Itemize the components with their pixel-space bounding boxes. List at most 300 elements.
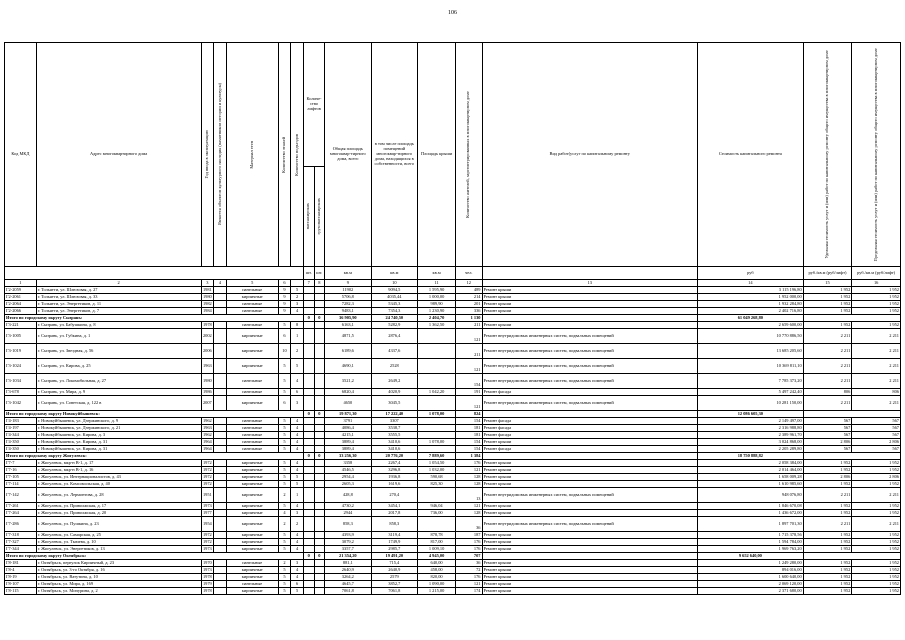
table-cell: 4 bbox=[291, 308, 304, 315]
table-cell: 5 bbox=[278, 532, 291, 539]
table-cell: 4020,9 bbox=[371, 389, 417, 396]
table-cell: 3521,2 bbox=[325, 374, 371, 389]
table-cell: 6 bbox=[291, 389, 304, 396]
table-cell: Ремонт фасада bbox=[482, 446, 698, 453]
table-cell: 2605,3 bbox=[325, 481, 371, 488]
table-cell bbox=[314, 432, 325, 439]
table-cell: Ремонт крыши bbox=[482, 308, 698, 315]
table-cell: 4730,2 bbox=[325, 503, 371, 510]
table-cell: 1 952 000,00 bbox=[698, 294, 804, 301]
table-row bbox=[5, 329, 901, 344]
subtotal-cell: Итого по городскому округу Октябрьск: bbox=[5, 553, 304, 560]
table-cell: 567 bbox=[852, 418, 901, 425]
table-cell: 3 bbox=[291, 396, 304, 411]
table-cell: 4086,4 bbox=[325, 425, 371, 432]
table-cell: г. Новокуйбышевск, ул. Кирова, д. 31 bbox=[36, 439, 201, 446]
table-cell: 2 806 bbox=[803, 474, 852, 481]
table-cell: кирпичные bbox=[226, 344, 278, 359]
table-cell: 5 bbox=[278, 322, 291, 329]
table-cell bbox=[314, 588, 325, 595]
table-cell bbox=[314, 374, 325, 389]
table-cell: 2640,9 bbox=[325, 567, 371, 574]
table-cell: панельные bbox=[226, 560, 278, 567]
table-cell: 4215,1 bbox=[325, 432, 371, 439]
table-cell: 2579 bbox=[371, 574, 417, 581]
table-cell: кирпичные bbox=[226, 481, 278, 488]
table-cell bbox=[214, 574, 227, 581]
table-cell bbox=[303, 322, 314, 329]
table-cell bbox=[314, 581, 325, 588]
table-cell: 894 016,00 bbox=[698, 567, 804, 574]
col-number: 3 bbox=[201, 280, 214, 287]
table-cell: 1 932 284,80 bbox=[698, 301, 804, 308]
table-cell: Ремонт крыши bbox=[482, 539, 698, 546]
table-cell: 736,00 bbox=[418, 510, 456, 517]
table-cell: Ремонт крыши bbox=[482, 574, 698, 581]
table-cell: 4 bbox=[291, 439, 304, 446]
table-cell: 1 969 763,20 bbox=[698, 546, 804, 553]
table-cell: кирпичные bbox=[226, 460, 278, 467]
subtotal-cell: 19 491,20 bbox=[371, 553, 417, 560]
table-cell: 154 bbox=[456, 446, 482, 453]
subtotal-cell: 707 bbox=[456, 553, 482, 560]
table-cell: 1 952 bbox=[803, 567, 852, 574]
table-cell: 5 bbox=[278, 503, 291, 510]
subtotal-cell: 0 bbox=[303, 453, 314, 460]
table-cell bbox=[303, 567, 314, 574]
table-cell: Ремонт внутридомовых инженерных систем, подвальных помещений bbox=[482, 396, 698, 411]
table-cell: 1 952 bbox=[852, 322, 901, 329]
col-number: 9 bbox=[325, 280, 371, 287]
table-cell: 2 806 bbox=[803, 439, 852, 446]
table-cell: Ремонт внутридомовых инженерных систем, подвальных помещений bbox=[482, 344, 698, 359]
table-cell: 2 211 bbox=[852, 329, 901, 344]
table-cell: 1 230,90 bbox=[418, 308, 456, 315]
table-cell: 1 846 670,08 bbox=[698, 503, 804, 510]
table-cell: г. Октябрьск, ул. Мичурина, д. 2 bbox=[36, 588, 201, 595]
table-cell: 211 bbox=[456, 322, 482, 329]
capital-repair-table bbox=[4, 42, 901, 595]
table-cell: Г7-16 bbox=[5, 467, 37, 474]
table-cell: Г8-115 bbox=[5, 588, 37, 595]
table-cell: г. Жигулевск, ул. Ткачева, д. 10 bbox=[36, 539, 201, 546]
table-cell: кирпичные bbox=[226, 503, 278, 510]
table-cell: 1 952 bbox=[852, 301, 901, 308]
table-cell bbox=[303, 359, 314, 374]
table-cell: 1984 bbox=[202, 307, 212, 313]
table-cell bbox=[214, 301, 227, 308]
table-cell: 3045,5 bbox=[371, 396, 417, 411]
table-cell: 1 078,00 bbox=[418, 439, 456, 446]
table-cell bbox=[303, 532, 314, 539]
table-cell: 4 bbox=[291, 503, 304, 510]
table-cell: 640,00 bbox=[418, 560, 456, 567]
table-cell: 3264,2 bbox=[325, 574, 371, 581]
table-cell: 1972 bbox=[202, 466, 212, 472]
table-cell: 10 281 150,00 bbox=[698, 396, 804, 411]
table-cell: Ремонт внутридомовых инженерных систем, подвальных помещений bbox=[482, 488, 698, 503]
table-cell bbox=[314, 439, 325, 446]
table-cell bbox=[214, 488, 227, 503]
table-cell: 1 595,90 bbox=[418, 287, 456, 294]
table-cell: Г7-318 bbox=[5, 532, 37, 539]
subtotal-cell: Итого по городскому округу Жигулевск: bbox=[5, 453, 304, 460]
table-cell: 2 211 bbox=[803, 329, 852, 344]
subtotal-cell: 0 bbox=[314, 315, 325, 322]
table-cell bbox=[214, 446, 227, 453]
table-cell: 1 215,00 bbox=[418, 588, 456, 595]
table-cell: 428,8 bbox=[325, 488, 371, 503]
table-cell: 2 371 680,00 bbox=[698, 588, 804, 595]
subtotal-cell: 20 776,20 bbox=[371, 453, 417, 460]
table-cell: Ремонт крыши bbox=[482, 503, 698, 510]
table-cell: 9 bbox=[278, 308, 291, 315]
table-cell: 1962 bbox=[202, 431, 212, 437]
table-cell: Ремонт крыши bbox=[482, 581, 698, 588]
table-cell: 2 659 600,00 bbox=[698, 322, 804, 329]
table-cell bbox=[314, 446, 325, 453]
table-cell: Г3-1042 bbox=[5, 396, 37, 411]
unit-cell: кв.м bbox=[325, 267, 371, 280]
table-cell: 567 bbox=[852, 446, 901, 453]
table-cell: 3454,1 bbox=[371, 503, 417, 510]
table-cell: Ремонт крыши bbox=[482, 546, 698, 553]
table-cell bbox=[303, 425, 314, 432]
table-cell: 4690,1 bbox=[325, 359, 371, 374]
table-cell: кирпичные bbox=[226, 488, 278, 503]
table-row bbox=[5, 474, 901, 481]
table-cell: 5 bbox=[278, 546, 291, 553]
table-cell: 1 090,00 bbox=[418, 581, 456, 588]
table-cell: Г7-114 bbox=[5, 481, 37, 488]
table-cell: 2985,7 bbox=[371, 546, 417, 553]
table-cell: 820,00 bbox=[418, 574, 456, 581]
table-cell: г. Сызрань, ул. Мира, д. 9 bbox=[36, 389, 201, 396]
subtotal-cell: 0 bbox=[314, 453, 325, 460]
table-cell: 1 952 bbox=[852, 588, 901, 595]
table-cell bbox=[314, 344, 325, 359]
table-cell: 1 952 bbox=[803, 546, 852, 553]
table-row bbox=[5, 425, 901, 432]
col-number: 15 bbox=[803, 280, 852, 287]
subtotal-cell: 0 bbox=[303, 553, 314, 560]
table-cell bbox=[303, 503, 314, 510]
table-cell: 1962 bbox=[202, 417, 212, 423]
table-cell bbox=[214, 432, 227, 439]
table-cell bbox=[314, 532, 325, 539]
subtotal-cell: Итого по городскому округу Сызрань: bbox=[5, 315, 304, 322]
table-cell: 9 bbox=[278, 301, 291, 308]
table-cell: г. Жигулевск, мкр-н В-1, д. 17 bbox=[36, 460, 201, 467]
table-cell: 1 952 bbox=[803, 481, 852, 488]
table-cell: Ремонт внутридомовых инженерных систем, подвальных помещений bbox=[482, 517, 698, 532]
table-cell: 3538,7 bbox=[371, 425, 417, 432]
col-header-area-owned: в том числе площадь помещений многоквар-тирного дома, находящихся в собственности, всего bbox=[371, 43, 417, 267]
table-cell: г. Жигулевск, ул. Приволжская, д. 20 bbox=[36, 510, 201, 517]
table-cell: панельные bbox=[226, 308, 278, 315]
subtotal-row bbox=[5, 453, 901, 460]
table-cell bbox=[303, 467, 314, 474]
table-cell: Ремонт крыши bbox=[482, 301, 698, 308]
table-cell: 2 149 497,00 bbox=[698, 418, 804, 425]
table-cell: 590,68 bbox=[418, 474, 456, 481]
table-cell bbox=[214, 460, 227, 467]
col-header-lifts-passenger: пассажирских bbox=[305, 203, 311, 230]
col-header-cost: Стоимость капитального ремонта bbox=[698, 43, 804, 267]
subtotal-cell: 0 bbox=[303, 315, 314, 322]
table-cell: 1 952 bbox=[803, 560, 852, 567]
table-cell: Г3-678 bbox=[5, 389, 37, 396]
table-row bbox=[5, 359, 901, 374]
col-header-lifts: Количе-ство лифтов bbox=[303, 43, 324, 167]
table-cell: 9094,5 bbox=[371, 287, 417, 294]
unit-cell: руб./кв.м (руб/лифт) bbox=[803, 267, 852, 280]
table-cell: г. Жигулевск, ул. Интернационалистов, д. 43 bbox=[36, 474, 201, 481]
table-body bbox=[5, 287, 901, 595]
table-cell: 1 952 bbox=[852, 481, 901, 488]
table-cell: 5 bbox=[291, 481, 304, 488]
table-cell: 1972 bbox=[202, 473, 212, 479]
table-cell: 878,78 bbox=[418, 532, 456, 539]
table-row bbox=[5, 488, 901, 503]
table-cell: 817,00 bbox=[418, 539, 456, 546]
table-cell: 1979 bbox=[202, 580, 212, 586]
table-cell: г. Сызрань, ул. Звездная, д. 56 bbox=[36, 344, 201, 359]
unit-cell: чел. bbox=[456, 267, 482, 280]
table-cell bbox=[314, 474, 325, 481]
table-cell: Ремонт внутридомовых инженерных систем, подвальных помещений bbox=[482, 329, 698, 344]
col-header-area-total: Общая площадь многоквар-тирного дома, всего bbox=[325, 43, 371, 267]
table-row bbox=[5, 294, 901, 301]
table-cell bbox=[214, 439, 227, 446]
table-cell: 2 211 bbox=[803, 344, 852, 359]
table-cell: г. Октябрьск, ул. Ватутина, д. 10 bbox=[36, 574, 201, 581]
table-cell bbox=[214, 532, 227, 539]
table-cell: 1 658 009,28 bbox=[698, 474, 804, 481]
table-cell: 946,04 bbox=[418, 503, 456, 510]
table-cell: 881,1 bbox=[325, 560, 371, 567]
table-cell: 4871,5 bbox=[325, 329, 371, 344]
table-cell: 1 249 280,00 bbox=[698, 560, 804, 567]
col-header-entrances: Количество подъездов bbox=[293, 133, 299, 176]
table-cell bbox=[314, 539, 325, 546]
col-number: 6 bbox=[278, 280, 291, 287]
table-cell: 5 bbox=[278, 425, 291, 432]
table-cell: г. Жигулевск, мкр-н В-1, д. 16 bbox=[36, 467, 201, 474]
table-cell: г. Жигулевск, ул. Лермонтова, д. 28 bbox=[36, 488, 201, 503]
table-cell: 211 bbox=[456, 344, 482, 359]
table-cell: 3 bbox=[291, 301, 304, 308]
table-cell: 5282,9 bbox=[371, 322, 417, 329]
table-cell: Г7-344 bbox=[5, 546, 37, 553]
table-cell: 154 bbox=[456, 374, 482, 389]
table-cell bbox=[314, 425, 325, 432]
table-cell bbox=[303, 517, 314, 532]
table-cell: 36 bbox=[456, 560, 482, 567]
unit-cell: руб bbox=[698, 267, 804, 280]
table-cell bbox=[303, 481, 314, 488]
table-cell: 9 bbox=[278, 287, 291, 294]
table-cell: 3 bbox=[291, 560, 304, 567]
table-cell: 2 bbox=[291, 344, 304, 359]
col-header-works: Вид работ(услуг по капитальному ремонту bbox=[482, 43, 698, 267]
table-cell: 2 205 289,80 bbox=[698, 446, 804, 453]
table-cell bbox=[303, 474, 314, 481]
table-row bbox=[5, 301, 901, 308]
table-cell bbox=[303, 446, 314, 453]
table-cell bbox=[303, 488, 314, 503]
table-cell bbox=[418, 418, 456, 425]
table-cell: 2267,4 bbox=[371, 460, 417, 467]
table-cell: 1 897 701,30 bbox=[698, 517, 804, 532]
table-cell: кирпичные bbox=[226, 574, 278, 581]
table-cell bbox=[214, 359, 227, 374]
table-row bbox=[5, 588, 901, 595]
table-cell: 4546,5 bbox=[325, 467, 371, 474]
table-cell: 7282,3 bbox=[325, 301, 371, 308]
table-cell: 2 bbox=[278, 488, 291, 503]
table-cell: 4 bbox=[291, 532, 304, 539]
table-cell: 2 014 464,00 bbox=[698, 467, 804, 474]
table-cell: 6 bbox=[278, 396, 291, 411]
table-cell: 2 211 bbox=[852, 488, 901, 503]
table-cell: 10 770 886,50 bbox=[698, 329, 804, 344]
table-cell: 1977 bbox=[202, 509, 212, 515]
table-row bbox=[5, 546, 901, 553]
table-cell: 1951 bbox=[201, 488, 214, 503]
table-cell: 5 bbox=[278, 567, 291, 574]
table-cell: 3410,6 bbox=[371, 439, 417, 446]
table-cell: панельные bbox=[226, 389, 278, 396]
table-cell: 5345,3 bbox=[371, 301, 417, 308]
col-number: 8 bbox=[314, 280, 325, 287]
table-cell: 1 436 672,00 bbox=[698, 510, 804, 517]
table-cell: Г2-2061 bbox=[5, 294, 37, 301]
table-cell: 121 bbox=[456, 359, 482, 374]
table-cell: 567 bbox=[803, 418, 852, 425]
table-cell bbox=[214, 374, 227, 389]
table-cell: 5 bbox=[278, 460, 291, 467]
table-cell: Г3-1019 bbox=[5, 344, 37, 359]
table-cell: кирпичные bbox=[226, 517, 278, 532]
table-cell bbox=[214, 329, 227, 344]
table-cell: Ремонт крыши bbox=[482, 460, 698, 467]
table-row bbox=[5, 396, 901, 411]
table-cell: 2528 bbox=[371, 359, 417, 374]
table-cell: 1 362,50 bbox=[418, 322, 456, 329]
table-row bbox=[5, 389, 901, 396]
table-cell: панельные bbox=[226, 374, 278, 389]
table-cell: 1 594 784,00 bbox=[698, 539, 804, 546]
table-cell: 567 bbox=[852, 432, 901, 439]
table-cell: 1 952 bbox=[852, 581, 901, 588]
table-cell: 1973 bbox=[202, 545, 212, 551]
table-cell: 1 009,10 bbox=[418, 546, 456, 553]
table-cell: 2 211 bbox=[803, 488, 852, 503]
table-cell bbox=[314, 503, 325, 510]
table-cell bbox=[214, 503, 227, 510]
table-cell: 4 bbox=[291, 567, 304, 574]
table-cell: 1972 bbox=[202, 459, 212, 465]
table-cell: 7061,8 bbox=[371, 588, 417, 595]
table-cell bbox=[214, 322, 227, 329]
table-cell: 567 bbox=[803, 425, 852, 432]
table-cell: 1 952 bbox=[803, 460, 852, 467]
col-number: 1 bbox=[5, 280, 37, 287]
table-cell: Г4-350 bbox=[5, 439, 37, 446]
subtotal-cell: 0 bbox=[303, 411, 314, 418]
table-cell: 5 bbox=[278, 389, 291, 396]
table-cell: 1986 bbox=[202, 388, 212, 394]
table-cell: 3852,7 bbox=[371, 581, 417, 588]
table-row bbox=[5, 439, 901, 446]
table-cell: 3296,8 bbox=[371, 467, 417, 474]
table-cell: 36 bbox=[456, 517, 482, 532]
table-cell: 3307 bbox=[371, 418, 417, 425]
table-cell: Ремонт внутридомовых инженерных систем, подвальных помещений bbox=[482, 374, 698, 389]
table-cell: Г3-1024 bbox=[5, 359, 37, 374]
table-cell: Г3-1005 bbox=[5, 329, 37, 344]
table-cell: Ремонт крыши bbox=[482, 322, 698, 329]
col-number: 13 bbox=[482, 280, 698, 287]
table-cell: 121 bbox=[456, 503, 482, 510]
table-cell: 181 bbox=[456, 425, 482, 432]
table-cell: 4 bbox=[291, 467, 304, 474]
table-cell: 2944 bbox=[325, 510, 371, 517]
table-cell bbox=[303, 439, 314, 446]
table-cell: 176 bbox=[456, 460, 482, 467]
table-cell: 2 389 961,70 bbox=[698, 432, 804, 439]
subtotal-row bbox=[5, 411, 901, 418]
table-cell: Г8-4 bbox=[5, 567, 37, 574]
table-cell bbox=[418, 359, 456, 374]
table-cell: 1970 bbox=[202, 559, 212, 565]
table-cell: 1963 bbox=[202, 424, 212, 430]
table-cell: Ремонт крыши bbox=[482, 532, 698, 539]
table-cell bbox=[303, 574, 314, 581]
table-cell: 1 952 bbox=[852, 560, 901, 567]
table-cell bbox=[214, 287, 227, 294]
col-number: 7 bbox=[303, 280, 314, 287]
table-cell: 4 bbox=[291, 574, 304, 581]
table-row bbox=[5, 560, 901, 567]
table-cell: 2 211 bbox=[852, 517, 901, 532]
table-cell: панельные bbox=[226, 446, 278, 453]
table-cell: 6820,4 bbox=[325, 389, 371, 396]
table-cell bbox=[303, 301, 314, 308]
table-cell: кирпичные bbox=[226, 474, 278, 481]
table-cell: 3119,4 bbox=[371, 532, 417, 539]
table-cell: г. Тольятти, ул. Шлюзовая, д. 33 bbox=[36, 294, 201, 301]
table-cell: панельные bbox=[226, 322, 278, 329]
table-cell: 3555,5 bbox=[371, 432, 417, 439]
table-cell: Ремонт внутридомовых инженерных систем, подвальных помещений bbox=[482, 359, 698, 374]
table-cell: Г7-286 bbox=[5, 517, 37, 532]
table-cell: г. Сызрань, ул. Советская, д. 122 в bbox=[36, 396, 201, 411]
table-cell: г. Новокуйбышевск, ул. Дзержинского, д. 21 bbox=[36, 425, 201, 432]
table-cell: 5 bbox=[278, 467, 291, 474]
table-cell bbox=[314, 287, 325, 294]
table-cell: 9483,1 bbox=[325, 308, 371, 315]
table-cell: 336 bbox=[456, 308, 482, 315]
table-cell bbox=[314, 488, 325, 503]
subtotal-cell: 9 652 640,00 bbox=[698, 553, 804, 560]
table-cell: 1972 bbox=[202, 480, 212, 486]
table-cell: 5 497 242,40 bbox=[698, 389, 804, 396]
table-cell: Г2-2064 bbox=[5, 301, 37, 308]
table-cell: 1 952 bbox=[852, 460, 901, 467]
table-cell: 1 952 bbox=[852, 539, 901, 546]
